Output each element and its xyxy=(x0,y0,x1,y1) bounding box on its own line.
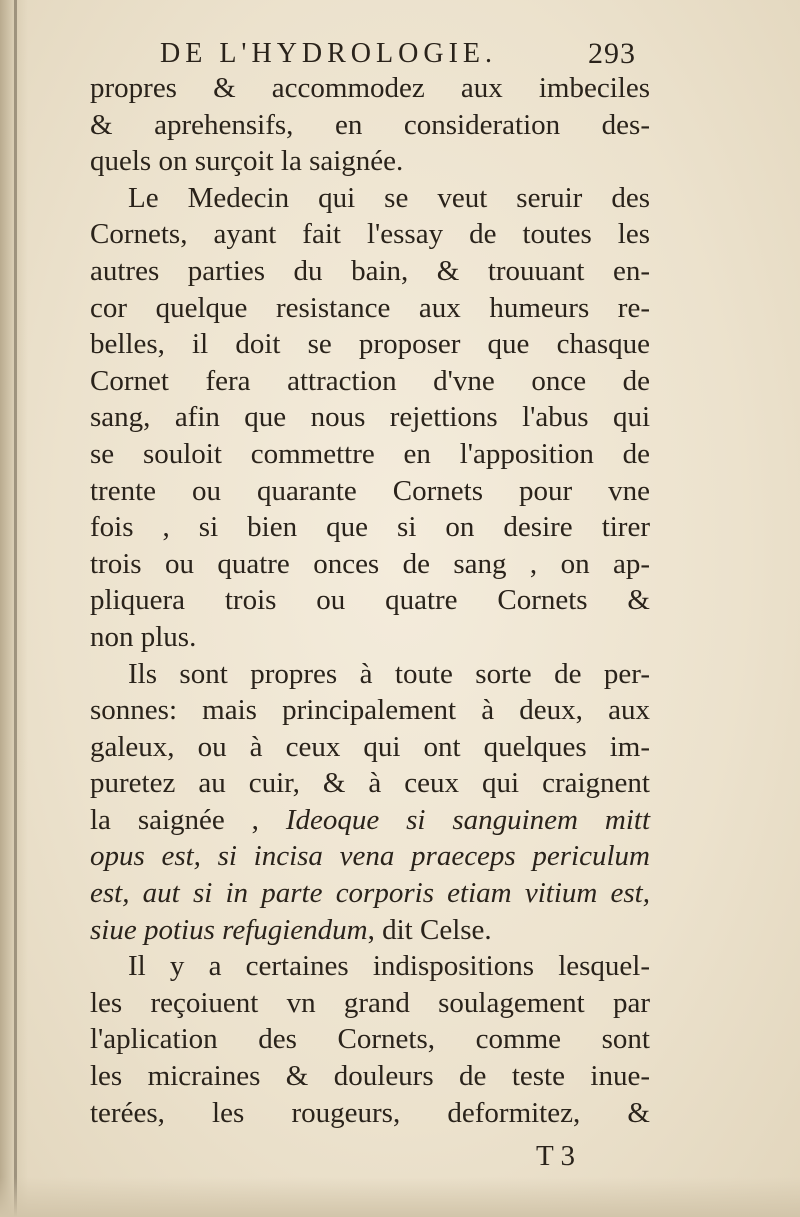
text-segment: galeux, ou à ceux qui ont quelques im- xyxy=(90,730,650,763)
text-segment: non plus. xyxy=(90,620,197,653)
bottom-shadow xyxy=(0,1177,800,1217)
text-line xyxy=(90,948,650,985)
text-segment: Cornets, ayant fait l'essay de toutes les xyxy=(90,218,650,251)
text-line xyxy=(90,582,650,619)
text-segment: & aprehensifs, en consideration des- xyxy=(90,108,650,141)
text-segment: fois , si bien que si on desire tirer xyxy=(90,511,650,544)
text-line xyxy=(90,363,650,400)
spine-edge xyxy=(14,0,17,1217)
text-line xyxy=(90,1021,650,1058)
text-segment: les micraines & douleurs de teste inue- xyxy=(90,1060,650,1093)
text-segment: les reçoiuent vn grand soulagement par xyxy=(90,986,650,1019)
text-line xyxy=(90,290,650,327)
text-line xyxy=(90,399,650,436)
text-line xyxy=(90,1058,650,1095)
text-line xyxy=(90,802,650,839)
text-line xyxy=(90,546,650,583)
text-line xyxy=(90,253,650,290)
text-line xyxy=(90,216,650,253)
text-segment: la saignée , xyxy=(90,803,286,836)
text-segment: Cornet fera attraction d'vne once de xyxy=(90,364,650,397)
text-segment: trois ou quatre onces de sang , on ap- xyxy=(90,547,650,580)
text-segment: sonnes: mais principalement à deux, aux xyxy=(90,694,650,727)
text-line xyxy=(90,70,650,107)
text-segment: quels on surçoit la saignée. xyxy=(90,145,404,178)
text-segment: , dit Celse. xyxy=(367,913,492,946)
text-segment: propres & accommodez aux imbeciles xyxy=(90,72,650,104)
text-segment: cor quelque resistance aux humeurs re- xyxy=(90,291,650,324)
text-segment: Il y a certaines indispositions lesquel- xyxy=(128,950,650,983)
text-segment: sang, afin que nous rejettions l'abus qui xyxy=(90,401,650,434)
text-line xyxy=(90,875,650,912)
running-head: DE L'HYDROLOGIE. xyxy=(160,38,498,69)
signature-mark: T 3 xyxy=(536,1140,575,1172)
text-line xyxy=(90,107,650,144)
text-line xyxy=(90,656,650,693)
text-segment: l'aplication des Cornets, comme sont xyxy=(90,1023,650,1056)
body-text xyxy=(90,70,650,1131)
text-line xyxy=(90,912,650,949)
latin-quotation: opus est, si incisa vena praeceps periculum xyxy=(90,840,650,873)
text-segment: se souloit commettre en l'apposition de xyxy=(90,437,650,470)
text-line xyxy=(90,473,650,510)
text-segment: Ils sont propres à toute sorte de per- xyxy=(128,657,650,690)
text-segment: trente ou quarante Cornets pour vne xyxy=(90,474,650,507)
page-number: 293 xyxy=(588,37,636,70)
text-line xyxy=(90,729,650,766)
latin-quotation: Ideoque si sanguinem mitt xyxy=(285,803,650,836)
latin-quotation: est, aut si in parte corporis etiam vitium est, xyxy=(90,877,650,910)
text-line xyxy=(90,180,650,217)
text-segment: belles, il doit se proposer que chasque xyxy=(90,328,650,361)
text-segment: pliquera trois ou quatre Cornets & xyxy=(90,584,650,617)
text-line xyxy=(90,509,650,546)
text-line xyxy=(90,765,650,802)
text-segment: puretez au cuir, & à ceux qui craignent xyxy=(90,767,650,800)
text-segment: autres parties du bain, & trouuant en- xyxy=(90,254,650,287)
text-segment: Le Medecin qui se veut seruir des xyxy=(128,181,650,214)
text-line xyxy=(90,619,650,656)
latin-quotation: siue potius refugiendum xyxy=(90,913,368,946)
text-line xyxy=(90,1095,650,1132)
text-line xyxy=(90,985,650,1022)
text-line xyxy=(90,143,650,180)
text-line xyxy=(90,326,650,363)
text-line xyxy=(90,436,650,473)
text-segment: terées, les rougeurs, deformitez, & xyxy=(90,1096,650,1129)
text-line xyxy=(90,692,650,729)
text-line xyxy=(90,838,650,875)
